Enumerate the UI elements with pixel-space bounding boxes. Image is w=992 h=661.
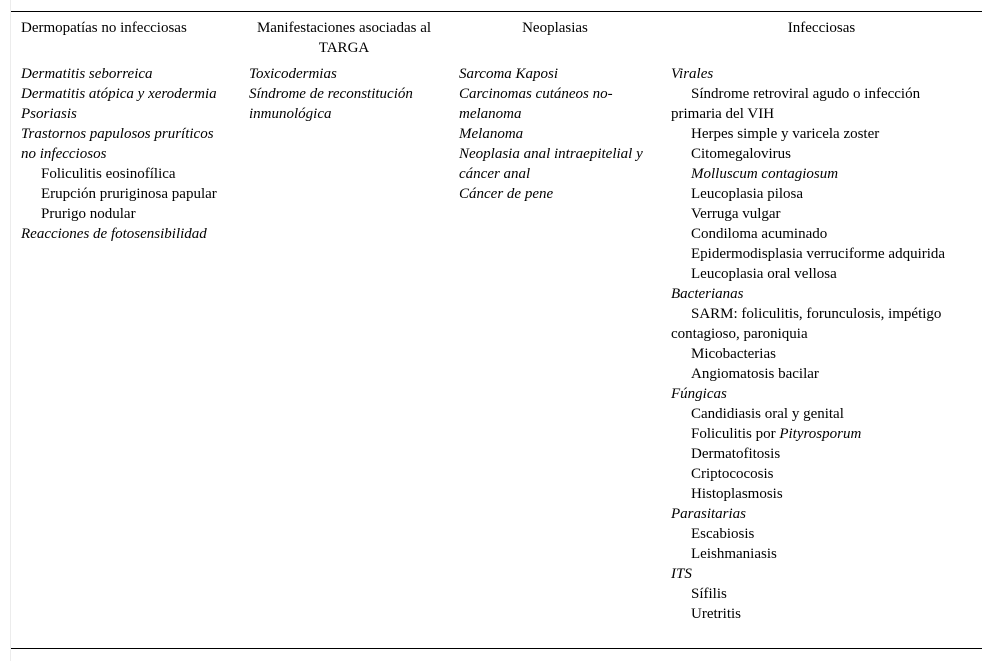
header-targa: Manifestaciones asociadas al TARGA <box>256 20 432 56</box>
list-item: Epidermodisplasia verruciforme adquirida <box>691 246 946 262</box>
header-infecciosas: Infecciosas <box>787 20 856 36</box>
table-container <box>10 0 982 661</box>
list-item: Molluscum contagiosum <box>691 166 839 182</box>
list-item: Psoriasis <box>21 106 77 122</box>
list-item: Parasitarias <box>671 506 747 522</box>
list-item: Candidiasis oral y genital <box>691 406 844 422</box>
header-row <box>11 12 982 59</box>
header-no-infecciosas: Dermopatías no infecciosas <box>21 20 187 36</box>
list-item: Dermatitis seborreica <box>21 66 153 82</box>
list-item: Condiloma acuminado <box>691 226 828 242</box>
table-row <box>11 58 982 648</box>
list-item: Criptococosis <box>691 466 774 482</box>
list-item: Sarcoma Kaposi <box>459 66 559 82</box>
list-item: Histoplasmosis <box>691 486 783 502</box>
list-item: SARM: foliculitis, forunculosis, impétigo contagioso, paroniquia <box>671 306 942 342</box>
list-item: Herpes simple y varicela zoster <box>691 126 880 142</box>
list-item: Virales <box>671 66 714 82</box>
list-item: Erupción pruriginosa papular <box>41 186 217 202</box>
list-item: Leishmaniasis <box>691 546 777 562</box>
list-item: Leucoplasia oral vellosa <box>691 266 837 282</box>
list-item: Prurigo nodular <box>41 206 136 222</box>
list-item: Síndrome retroviral agudo o infección primaria del VIH <box>671 86 921 122</box>
list-item: Citomegalovirus <box>691 146 791 162</box>
cell-infecciosas <box>661 58 982 648</box>
list-item: Uretritis <box>691 606 741 622</box>
list-item: Micobacterias <box>691 346 776 362</box>
list-item: Bacterianas <box>671 286 744 302</box>
list-item: ITS <box>671 566 692 582</box>
list-item: Verruga vulgar <box>691 206 781 222</box>
cell-no-infecciosas <box>11 58 239 648</box>
cell-neoplasias <box>449 58 661 648</box>
list-item: Leucoplasia pilosa <box>691 186 804 202</box>
list-item: Dermatofitosis <box>691 446 781 462</box>
list-item: Foliculitis por Pityrosporum <box>691 426 862 442</box>
list-item: Síndrome de reconstitución inmunológica <box>249 86 413 122</box>
list-item: Dermatitis atópica y xerodermia <box>21 86 217 102</box>
list-item: Angiomatosis bacilar <box>691 366 819 382</box>
header-neoplasias: Neoplasias <box>522 20 588 36</box>
list-item: Neoplasia anal intraepitelial y cáncer anal <box>459 146 643 182</box>
list-item: Escabiosis <box>691 526 755 542</box>
list-item: Trastornos papulosos pruríticos no infecciosos <box>21 126 214 162</box>
list-item: Fúngicas <box>671 386 727 402</box>
dermopathy-table <box>11 11 982 649</box>
list-item: Foliculitis eosinofílica <box>41 166 176 182</box>
list-item: Melanoma <box>459 126 524 142</box>
list-item: Carcinomas cutáneos no-melanoma <box>459 86 613 122</box>
list-item: Reacciones de fotosensibilidad <box>21 226 207 242</box>
list-item: Toxicodermias <box>249 66 337 82</box>
cell-targa <box>239 58 449 648</box>
list-item: Sífilis <box>691 586 727 602</box>
list-item: Cáncer de pene <box>459 186 554 202</box>
